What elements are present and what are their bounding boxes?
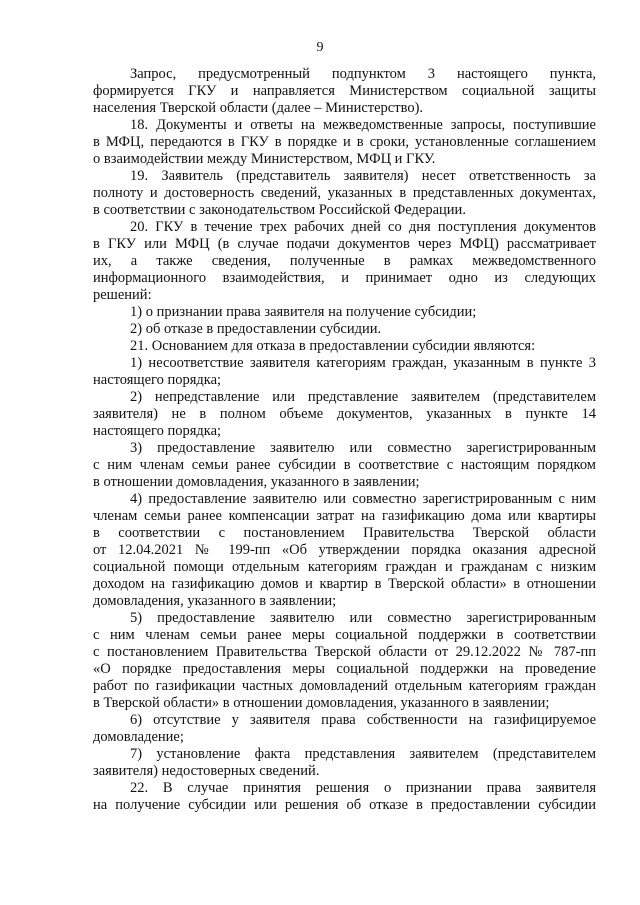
text-line: решений:: [93, 287, 152, 303]
text-line: 3) предоставление заявителю или совместно зарегистрированным: [130, 440, 596, 456]
text-line: 19. Заявитель (представитель заявителя) несет ответственность за: [130, 168, 596, 184]
text-line: социальной помощи отдельным категориям граждан и гражданам с низким: [93, 559, 596, 575]
text-line: в ГКУ или МФЦ (в случае подачи документов через МФЦ) рассматривает: [93, 236, 596, 252]
text-line: 5) предоставление заявителю или совместно зарегистрированным: [130, 610, 596, 626]
text-line: работ по газификации частных домовладений отдельным категориям граждан: [93, 678, 596, 694]
text-line: полноту и достоверность сведений, указанных в представленных документах,: [93, 185, 596, 201]
text-line: в МФЦ, передаются в ГКУ в порядке и в сроки, установленные соглашением: [93, 134, 596, 150]
text-line: 1) несоответствие заявителя категориям граждан, указанным в пункте 3: [130, 355, 596, 371]
text-line: домовладение;: [93, 729, 184, 745]
text-line: населения Тверской области (далее – Министерство).: [93, 100, 424, 116]
text-line: «О порядке предоставления меры социальной поддержки на проведение: [93, 661, 596, 677]
text-line: 22. В случае принятия решения о признании права заявителя: [130, 780, 596, 796]
text-line: в Тверской области» в отношении домовладения, указанного в заявлении;: [93, 695, 550, 711]
document-body: [93, 66, 596, 814]
text-line: 7) установление факта представления заявителем (представителем: [130, 746, 596, 762]
text-line: формируется ГКУ и направляется Министерством социальной защиты: [93, 83, 596, 99]
text-line: 4) предоставление заявителю или совместно зарегистрированным с ним: [130, 491, 596, 507]
text-line: 21. Основанием для отказа в предоставлении субсидии являются:: [130, 338, 536, 354]
text-line: на получение субсидии или решения об отказе в предоставлении субсидии: [93, 797, 596, 813]
text-line: 20. ГКУ в течение трех рабочих дней со дня поступления документов: [130, 219, 596, 235]
text-line: 18. Документы и ответы на межведомственные запросы, поступившие: [130, 117, 596, 133]
text-line: доходом на газификацию домов и квартир в Тверской области» в отношении: [93, 576, 596, 592]
text-line: с постановлением Правительства Тверской области от 29.12.2022 № 787-пп: [93, 644, 596, 660]
text-line: 1) о признании права заявителя на получение субсидии;: [130, 304, 477, 320]
text-line: с ним членам семьи ранее субсидии в соответствие с настоящим порядком: [93, 457, 596, 473]
text-line: с ним членам семьи ранее меры социальной поддержки в соответствии: [93, 627, 596, 643]
text-line: членам семьи ранее компенсации затрат на газификацию дома или квартиры: [93, 508, 596, 524]
text-line: 6) отсутствие у заявителя права собственности на газифицируемое: [130, 712, 596, 728]
text-line: заявителя) не в полном объеме документов, указанных в пункте 14: [93, 406, 596, 422]
text-line: домовладения, указанного в заявлении;: [93, 593, 337, 609]
text-line: настоящего порядка;: [93, 423, 222, 439]
text-line: 2) непредставление или представление заявителем (представителем: [130, 389, 596, 405]
text-line: информационного взаимодействия, и принимает одно из следующих: [93, 270, 596, 286]
text-line: Запрос, предусмотренный подпунктом 3 настоящего пункта,: [130, 66, 596, 82]
text-line: в отношении домовладения, указанного в заявлении;: [93, 474, 420, 490]
text-line: их, а также сведения, полученные в рамках межведомственного: [93, 253, 596, 269]
text-line: заявителя) недостоверных сведений.: [93, 763, 320, 779]
text-line: о взаимодействии между Министерством, МФЦ и ГКУ.: [93, 151, 436, 167]
text-line: от 12.04.2021 № 199-пп «Об утверждении порядка оказания адресной: [93, 542, 596, 558]
page-number: 9: [316, 40, 324, 55]
text-line: настоящего порядка;: [93, 372, 222, 388]
text-line: 2) об отказе в предоставлении субсидии.: [130, 321, 382, 337]
text-line: в соответствии с законодательством Российской Федерации.: [93, 202, 466, 218]
text-line: в соответствии с постановлением Правительства Тверской области: [93, 525, 596, 541]
